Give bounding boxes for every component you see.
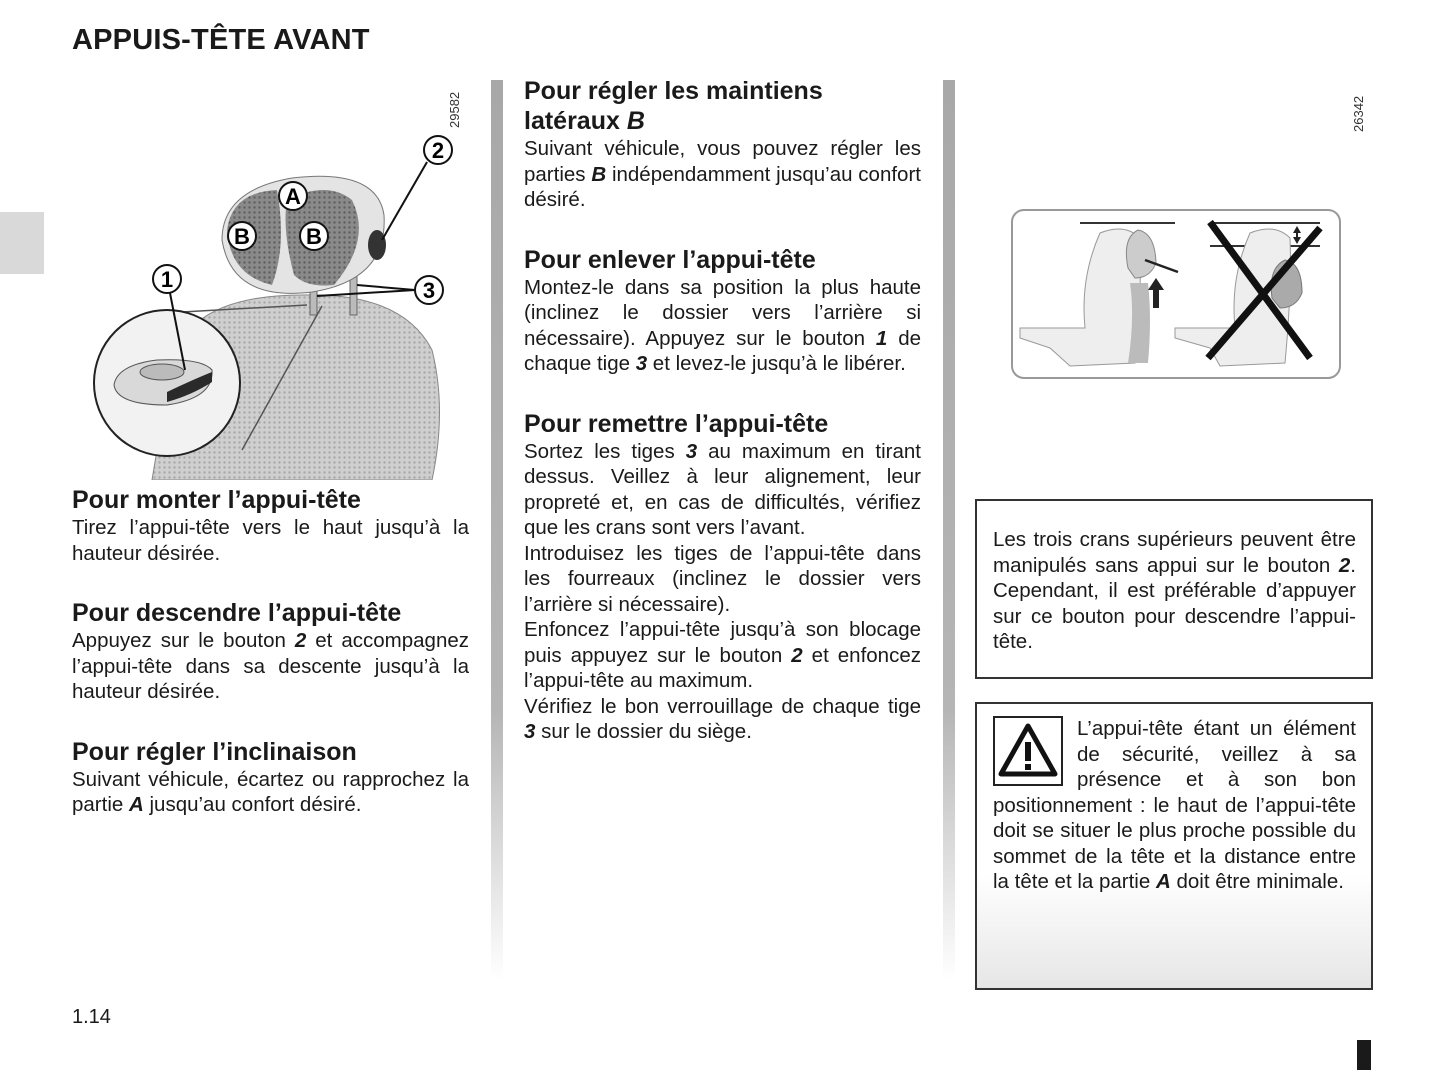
middle-column [524, 76, 921, 777]
text-inclinaison: Suivant véhicule, écartez ou rapprochez la partie A jusqu’au confort désiré. [72, 767, 469, 816]
heading-descendre: Pour descendre l’appui-tête [72, 599, 402, 627]
left-column [72, 485, 469, 850]
warning-box [975, 702, 1373, 990]
ref-rod-3: 3 [635, 352, 648, 375]
figure-ref-number-right: 26342 [1351, 95, 1366, 132]
section-monter [72, 485, 469, 566]
callout-2: 2 [431, 138, 445, 163]
callout-a: A [285, 184, 301, 209]
text-remettre-3: Enfoncez l’appui-tête jusqu’à son blocage puis appuyez sur le bouton 2 et enfoncez l’appui-tête au maximum. [524, 618, 921, 692]
note-box [975, 499, 1373, 679]
column-divider-left [491, 80, 503, 980]
heading-maintiens: Pour régler les maintiens latéraux B [524, 77, 823, 135]
section-enlever [524, 245, 921, 377]
column-divider-right [943, 80, 955, 980]
page-corner-marker [1357, 1040, 1371, 1070]
text-descendre: Appuyez sur le bouton 2 et accompagnez l’appui-tête dans sa descente jusqu’à la hauteur désirée. [72, 629, 469, 703]
text-remettre-1: Sortez les tiges 3 au maximum en tirant dessus. Veillez à leur alignement, leur propreté et, en cas de difficultés, vérifiez que les crans sont vers l’avant. [524, 439, 921, 539]
heading-inclinaison: Pour régler l’inclinaison [72, 737, 357, 766]
section-inclinaison [72, 737, 469, 818]
note-ref-button-2: 2 [1338, 553, 1351, 577]
section-maintiens [524, 76, 921, 213]
warning-text: L’appui-tête étant un élément de sécurité, veillez à sa présence et à son bon positionnement : le haut de l’appui-tête doit se situer le plus proche possible du sommet de la tête et la distance entre la tête et la partie A doit être minimale. [993, 717, 1356, 893]
rod-right [350, 275, 357, 315]
ref-button-2: 2 [294, 629, 307, 652]
text-remettre-2: Introduisez les tiges de l’appui-tête dans les fourreaux (inclinez le dossier vers l’arrière si nécessaire). [524, 541, 921, 616]
text-enlever: Montez-le dans sa position la plus haute (inclinez le dossier vers l’arrière si nécessaire). Appuyez sur le bouton 1 de chaque tige 3 et levez-le jusqu’à le libérer. [524, 275, 922, 375]
warning-triangle-icon [993, 716, 1063, 786]
text-maintiens: Suivant véhicule, vous pouvez régler les parties B indépendamment jusqu’au confort désiré. [524, 137, 921, 211]
figure-ref-number: 29582 [447, 91, 462, 128]
callout-3: 3 [422, 278, 436, 303]
heading-monter: Pour monter l’appui-tête [72, 486, 361, 514]
warning-ref-part-a: A [1155, 870, 1171, 893]
heading-ref-b: B [626, 107, 645, 135]
section-remettre [524, 409, 921, 745]
note-text: Les trois crans supérieurs peuvent être manipulés sans appui sur le bouton 2. Cependant, il est préférable d’appuyer sur ce bouton pour descendre l’appui-tête. [993, 528, 1356, 653]
ref-part-a: A [128, 793, 144, 816]
ref-part-b: B [591, 162, 607, 186]
callout-b-left: B [234, 224, 250, 249]
ref-button-1: 1 [875, 326, 888, 350]
chapter-tab [0, 212, 44, 274]
text-remettre-4: Vérifiez le bon verrouillage de chaque tige 3 sur le dossier du siège. [524, 694, 921, 743]
callout-1: 1 [160, 267, 174, 292]
callout-b-right: B [306, 224, 322, 249]
button-2 [368, 230, 386, 260]
text-monter: Tirez l’appui-tête vers le haut jusqu’à la hauteur désirée. [72, 516, 469, 565]
page-number: 1.14 [72, 1006, 111, 1028]
section-descendre [72, 598, 469, 705]
heading-remettre: Pour remettre l’appui-tête [524, 409, 829, 438]
page-title: APPUIS-TÊTE AVANT [72, 24, 370, 56]
heading-enlever: Pour enlever l’appui-tête [524, 245, 816, 274]
headrest-position-figure [1010, 208, 1342, 380]
headrest-figure [72, 80, 472, 480]
